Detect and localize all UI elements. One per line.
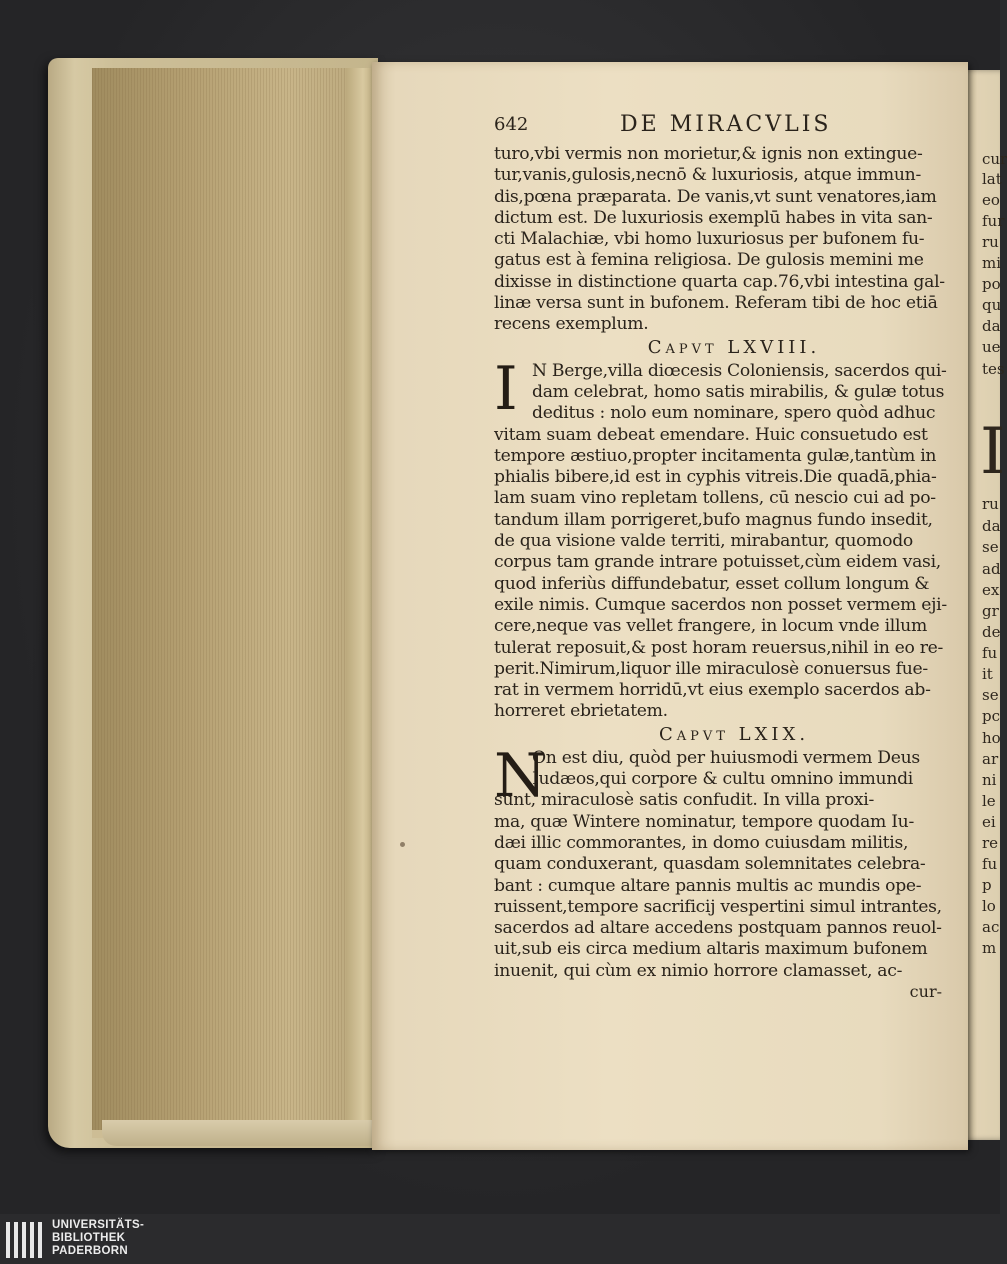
text-line: uit,sub eis circa medium altaris maximum bufonem — [494, 939, 928, 960]
facing-page-text-fragment: le — [982, 792, 996, 810]
paragraph-before-chapter — [494, 144, 954, 336]
text-line: tempore æstiuo,propter incitamenta gulæ,tantùm in — [494, 445, 937, 466]
page-number: 642 — [494, 114, 529, 135]
chapter-69-title: Capvt LXIX. — [658, 723, 810, 745]
chapter-68-title: Capvt LXVIII. — [647, 336, 821, 358]
library-logo-icon — [6, 1222, 46, 1258]
logo-bar — [22, 1222, 26, 1258]
library-name-line: PADERBORN — [52, 1245, 128, 1257]
catchword: cur- — [909, 981, 942, 1001]
facing-page-text-fragment: lo — [982, 897, 996, 915]
facing-page-text-fragment: ad — [982, 560, 1001, 578]
text-line: lam suam vino repletam tollens, cū nescio cui ad po- — [494, 488, 936, 509]
chapter-68-body — [494, 353, 954, 723]
facing-page-text-fragment: mi — [982, 254, 1002, 272]
text-line: dam celebrat, homo satis mirabilis, & gulæ totus — [532, 381, 945, 402]
facing-page-text-fragment: fu — [982, 644, 998, 662]
binding-bottom — [102, 1120, 382, 1146]
logo-bar — [30, 1222, 34, 1258]
page-edges — [92, 68, 374, 1138]
text-line: dixisse in distinctione quarta cap.76,vbi intestina gal- — [494, 271, 945, 292]
ink-speck — [400, 842, 405, 847]
text-line: perit.Nimirum,liquor ille miraculosè conuersus fue- — [494, 658, 928, 679]
text-line: linæ versa sunt in bufonem. Referam tibi de hoc etiā — [494, 293, 938, 314]
text-line: quod inferiùs diffundebatur, esset collum longum & — [494, 573, 930, 594]
text-line: quam conduxerant, quasdam solemnitates celebra- — [494, 854, 926, 875]
text-line: dis,pœna præparata. De vanis,vt sunt venatores,iam — [494, 186, 937, 207]
facing-page-text-fragment: p — [982, 876, 992, 894]
facing-page-text-fragment: se — [982, 538, 999, 556]
logo-bar — [38, 1222, 42, 1258]
facing-page-text-fragment: ru — [982, 233, 999, 251]
text-line: sacerdos ad altare accedens postquam pannos reuol- — [494, 918, 942, 939]
text-line: ma, quæ Wintere nominatur, tempore quodam Iu- — [494, 811, 914, 832]
facing-page-text-fragment: de — [982, 623, 1001, 641]
text-line: gatus est à femina religiosa. De gulosis memini me — [494, 250, 924, 271]
facing-page-text-fragment: fu — [982, 855, 998, 873]
text-line: recens exemplum. — [494, 314, 649, 335]
facing-page-text-fragment: ei — [982, 813, 996, 831]
facing-page-text-fragment: pc — [982, 707, 1001, 725]
drop-cap: N — [494, 740, 547, 811]
facing-page-text-fragment: lat — [982, 170, 1002, 188]
facing-page-text-fragment: m — [982, 939, 997, 957]
facing-page-text-fragment: ue — [982, 338, 1001, 356]
facing-page-text-fragment: re — [982, 834, 999, 852]
text-line: cti Malachiæ, vbi homo luxuriosus per bufonem fu- — [494, 229, 925, 250]
text-line: exile nimis. Cumque sacerdos non posset vermem eji- — [494, 594, 947, 615]
facing-page-text-fragment: it — [982, 665, 993, 683]
facing-page-text-fragment: se — [982, 686, 999, 704]
facing-page-text-fragment: cur — [982, 150, 1007, 168]
facing-page-text-fragment: qu — [982, 296, 1002, 314]
logo-bar — [14, 1222, 18, 1258]
text-line: On est diu, quòd per huiusmodi vermem Deus — [532, 747, 920, 768]
text-line: de qua visione valde territi, mirabantur, quomodo — [494, 531, 913, 552]
page-text — [494, 112, 954, 1002]
text-line: cere,neque vas vellet frangere, in locum vnde illum — [494, 616, 927, 637]
library-name-line: BIBLIOTHEK — [52, 1232, 126, 1244]
text-line: deditus : nolo eum nominare, spero quòd adhuc — [532, 403, 936, 424]
text-line: tur,vanis,gulosis,necnō & luxuriosis, atque immun- — [494, 165, 921, 186]
facing-page-text-fragment: da — [982, 317, 1001, 335]
facing-page-text-fragment: da — [982, 517, 1001, 535]
facing-page-text-fragment: ni — [982, 771, 997, 789]
facing-page-text-fragment: ex — [982, 581, 1000, 599]
text-line: Iudæos,qui corpore & cultu omnino immundi — [532, 769, 913, 790]
facing-page-text-fragment: ho — [982, 729, 1001, 747]
facing-page-text-fragment: ac — [982, 918, 1000, 936]
running-head: DE MIRACVLIS — [620, 112, 832, 137]
text-line: horreret ebrietatem. — [494, 701, 668, 722]
text-line: tulerat reposuit,& post horam reuersus,nihil in eo re- — [494, 637, 944, 658]
text-line: N Berge,villa diœcesis Coloniensis, sacerdos qui- — [532, 360, 947, 381]
text-line: vitam suam debeat emendare. Huic consuetudo est — [494, 424, 928, 445]
facing-page-text-fragment: eo — [982, 191, 1000, 209]
text-line: tandum illam porrigeret,bufo magnus fundo insedit, — [494, 509, 933, 530]
logo-bar — [6, 1222, 10, 1258]
drop-cap: I — [494, 353, 518, 424]
text-line: corpus tam grande intrare potuisset,cùm eidem vasi, — [494, 552, 941, 573]
text-line: ruissent,tempore sacrificij vespertini simul intrantes, — [494, 896, 942, 917]
facing-page-text-fragment: fur — [982, 212, 1005, 230]
text-line: dæi illic commorantes, in domo cuiusdam militis, — [494, 832, 909, 853]
chapter-69-body — [494, 740, 954, 982]
facing-page-text-fragment: po — [982, 275, 1001, 293]
text-line: inuenit, qui cùm ex nimio horrore clamasset, ac- — [494, 960, 903, 981]
library-name — [52, 1219, 144, 1258]
text-line: phialis bibere,id est in cyphis vitreis.Die quadā,phia- — [494, 467, 937, 488]
text-line: rat in vermem horridū,vt eius exemplo sacerdos ab- — [494, 680, 931, 701]
text-line: sunt, miraculosè satis confudit. In villa proxi- — [494, 790, 875, 811]
facing-page-text-fragment: tes — [982, 360, 1005, 378]
facing-page-text-fragment: ar — [982, 750, 999, 768]
facing-page-text-fragment: ru — [982, 495, 999, 513]
facing-page-drop-cap: I — [980, 415, 1006, 489]
text-line: dictum est. De luxuriosis exemplū habes in vita san- — [494, 207, 933, 228]
footer-bar — [0, 1214, 1000, 1264]
page-header — [494, 112, 954, 144]
library-name-line: UNIVERSITÄTS- — [52, 1219, 145, 1231]
text-line: turo,vbi vermis non morietur,& ignis non extingue- — [494, 144, 923, 164]
facing-page-text-fragment: gr — [982, 602, 999, 620]
text-line: bant : cumque altare pannis multis ac mundis ope- — [494, 875, 922, 896]
